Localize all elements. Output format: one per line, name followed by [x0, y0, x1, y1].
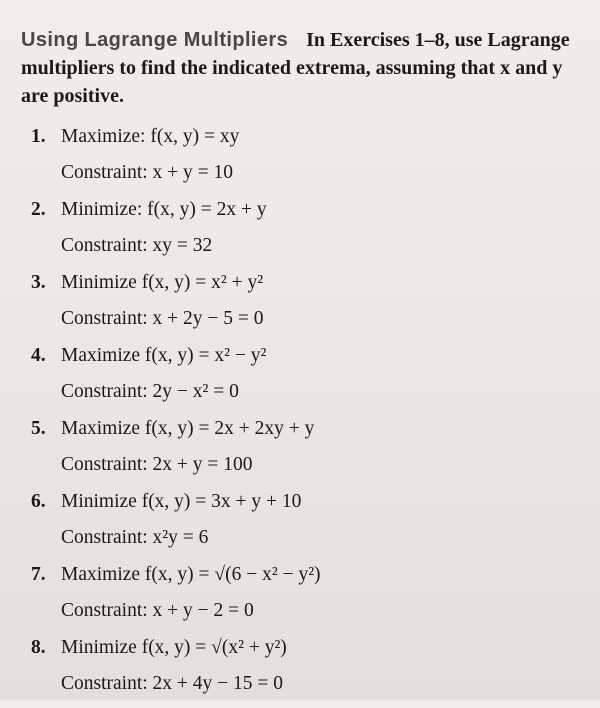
objective: Maximize f(x, y) = 2x + 2xy + y: [61, 418, 315, 439]
section-heading: Using Lagrange Multipliers: [21, 29, 289, 51]
exercise-number: 2.: [31, 199, 46, 220]
exercise-list: [21, 124, 580, 708]
instructions-block: [21, 26, 580, 110]
exercise-4: [31, 343, 580, 416]
exercise-number: 3.: [31, 272, 46, 293]
constraint: Constraint: x + y = 10: [61, 162, 234, 183]
exercise-7: [31, 562, 580, 635]
constraint: Constraint: x²y = 6: [61, 527, 209, 548]
constraint: Constraint: xy = 32: [61, 235, 213, 256]
exercise-number: 6.: [31, 491, 46, 512]
constraint: Constraint: x + y − 2 = 0: [61, 600, 254, 621]
constraint: Constraint: 2x + y = 100: [61, 454, 253, 475]
exercise-8: [31, 635, 580, 708]
exercise-number: 4.: [31, 345, 46, 366]
objective: Minimize f(x, y) = √(x² + y²): [61, 637, 287, 658]
objective: Maximize f(x, y) = √(6 − x² − y²): [61, 564, 321, 585]
exercise-2: [31, 197, 580, 270]
exercise-6: [31, 489, 580, 562]
exercise-number: 5.: [31, 418, 46, 439]
exercise-number: 7.: [31, 564, 46, 585]
constraint: Constraint: 2y − x² = 0: [61, 381, 239, 402]
exercise-1: [31, 124, 580, 197]
objective: Minimize f(x, y) = x² + y²: [61, 272, 264, 293]
exercise-number: 1.: [31, 126, 46, 147]
objective: Minimize: f(x, y) = 2x + y: [61, 199, 267, 220]
instructions-text: In Exercises 1–8, use Lagrange multipliers to find the indicated extrema, assuming that x and y are positive.: [21, 29, 570, 107]
objective: Maximize f(x, y) = x² − y²: [61, 345, 267, 366]
objective: Maximize: f(x, y) = xy: [61, 126, 240, 147]
constraint: Constraint: 2x + 4y − 15 = 0: [61, 673, 284, 694]
exercise-number: 8.: [31, 637, 46, 658]
exercise-5: [31, 416, 580, 489]
constraint: Constraint: x + 2y − 5 = 0: [61, 308, 264, 329]
objective: Minimize f(x, y) = 3x + y + 10: [61, 491, 302, 512]
exercise-3: [31, 270, 580, 343]
